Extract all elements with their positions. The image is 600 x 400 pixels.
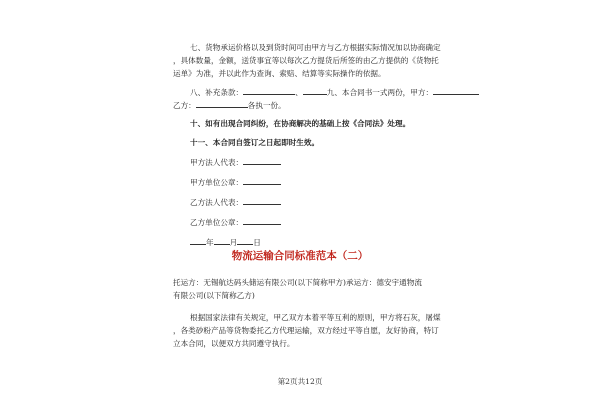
party-a-rep-line <box>190 157 281 168</box>
party-b-rep-line <box>190 197 281 208</box>
month-field[interactable] <box>214 237 230 245</box>
party-b-rep-label: 乙方法人代表： <box>190 198 244 207</box>
party-b-blank[interactable] <box>196 100 248 108</box>
party-a-rep-field[interactable] <box>243 157 281 165</box>
party-b-seal-label: 乙方单位公章： <box>190 218 244 227</box>
clause9-text: 九、本合同书一式两份，甲方： <box>326 88 434 97</box>
day-label: 日 <box>253 238 261 247</box>
preamble-line2: ，各类砂粉产品等货物委托乙方代理运输，双方经过平等自愿，友好协商，特订 <box>173 326 439 335</box>
clause8-label: 八、补充条款： <box>190 88 244 97</box>
clause7-line3: 运单》为准，并以此作为查询、索赔、结算等实际操作的依据。 <box>173 69 386 78</box>
signing-date-line <box>190 237 261 248</box>
party-a-seal-line <box>190 177 281 188</box>
clause10-line: 十、如有出现合同纠纷，在协商解决的基础上按《合同法》处理。 <box>190 119 411 128</box>
clause9-line2 <box>173 100 286 111</box>
clause8-line <box>190 87 479 98</box>
section-title: 物流运输合同标准范本（二） <box>231 250 369 262</box>
supplement-blank[interactable] <box>243 87 295 95</box>
party-b-seal-line <box>190 217 281 228</box>
consignor-line2: 有限公司(以下简称乙方) <box>173 291 255 300</box>
day-field[interactable] <box>237 237 253 245</box>
party-b-label: 乙方： <box>173 101 196 110</box>
clause7-line1: 七、货物承运价格以及到货时间可由甲方与乙方根据实际情况加以协商确定 <box>190 43 441 52</box>
consignor-line1: 托运方：无锡航达码头储运有限公司(以下简称甲方)承运方：德安宇通物流 <box>173 278 422 287</box>
party-a-seal-label: 甲方单位公章： <box>190 178 244 187</box>
supplement-blank-2[interactable] <box>303 87 327 95</box>
party-a-rep-label: 甲方法人代表： <box>190 158 244 167</box>
party-b-rep-field[interactable] <box>243 197 281 205</box>
party-a-seal-field[interactable] <box>243 177 281 185</box>
preamble-line1: 根据国家法律有关规定，甲乙双方本着平等互利的原则，甲方将石灰，屠煤 <box>190 313 441 322</box>
party-b-seal-field[interactable] <box>243 217 281 225</box>
each-copy-text: 各执一份。 <box>247 101 286 110</box>
party-a-blank[interactable] <box>433 87 479 95</box>
page-number: 第2页共12页 <box>277 377 323 386</box>
clause8-sep: 、 <box>295 88 303 97</box>
clause7-line2: ，具体数量，金额，送货事宜等以每次乙方提货后所签的由乙方提供的《货物托 <box>173 56 439 65</box>
year-label: 年 <box>206 238 214 247</box>
preamble-line3: 立本合同，以便双方共同遵守执行。 <box>173 339 295 348</box>
year-field[interactable] <box>190 237 206 245</box>
clause11-line: 十一、本合同自签订之日起即时生效。 <box>190 138 320 147</box>
month-label: 月 <box>229 238 238 247</box>
